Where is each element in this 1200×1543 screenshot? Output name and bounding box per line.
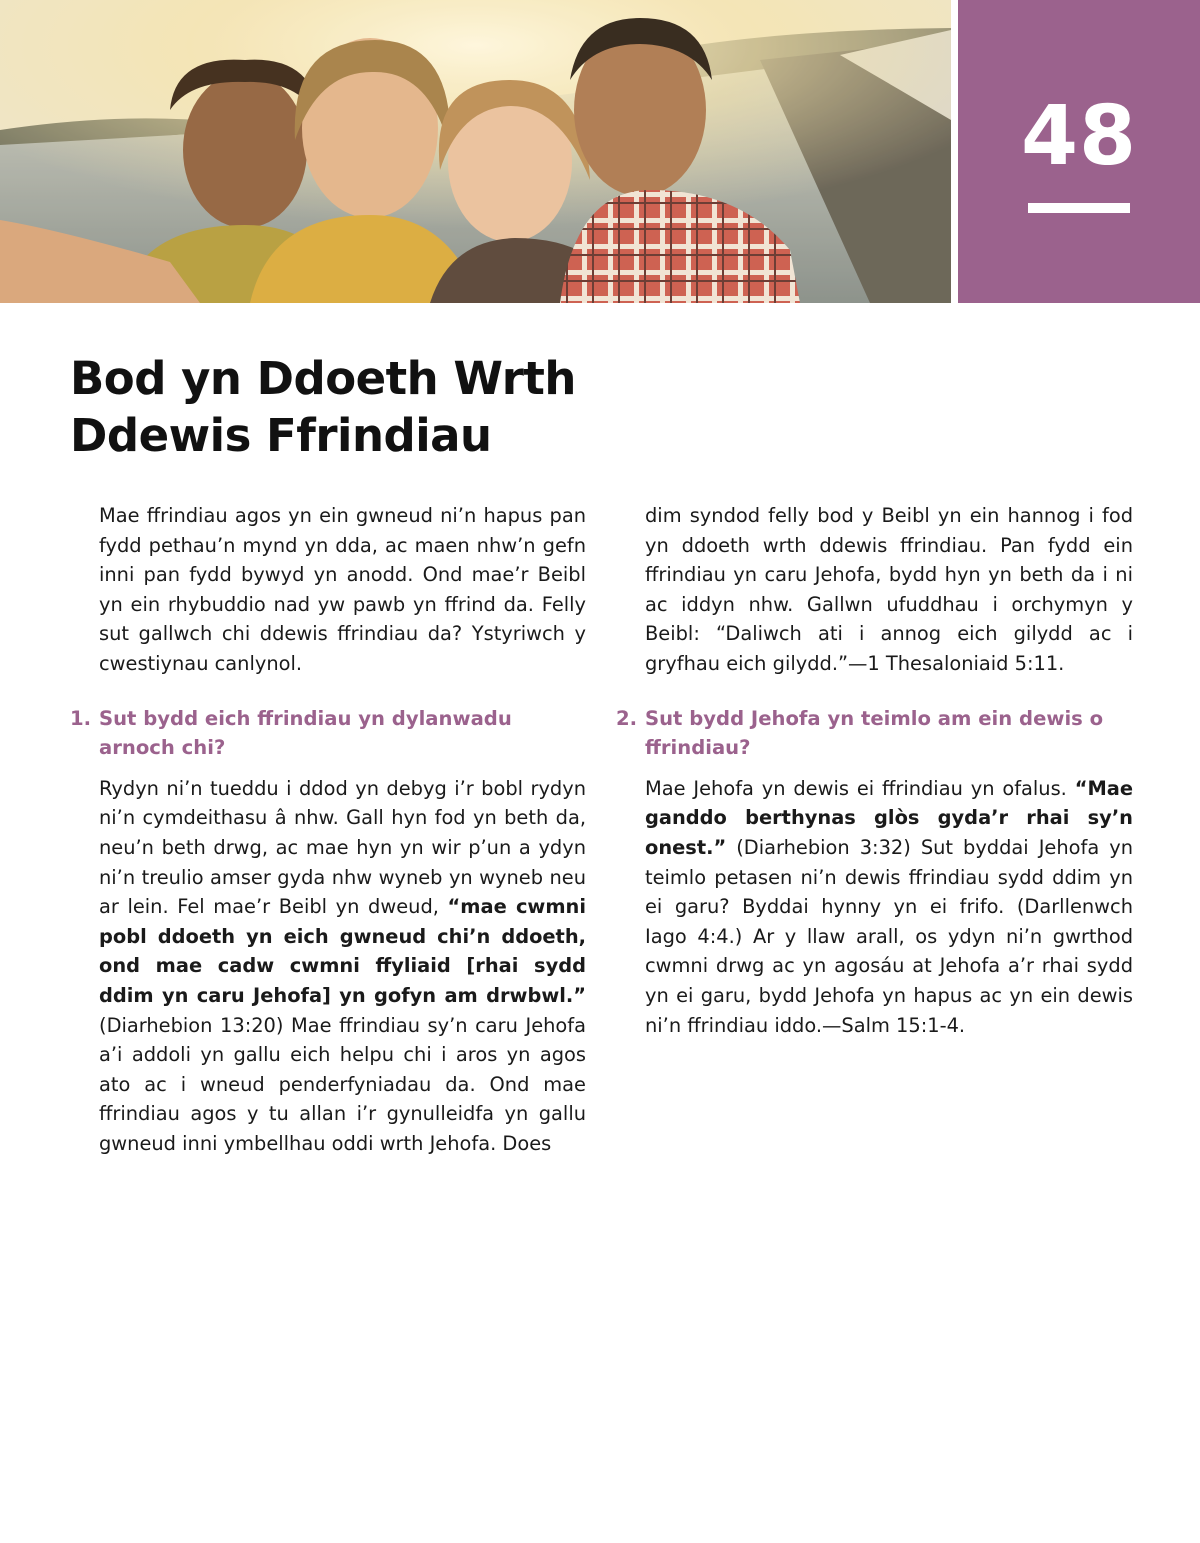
section-2-text-a: Mae Jehofa yn dewis ei ffrindiau yn ofalus. (645, 776, 1067, 800)
lesson-number-block (958, 0, 1200, 303)
lesson-number-underline (1028, 203, 1130, 213)
question-1-heading (70, 704, 586, 763)
group-selfie-photo-icon (0, 0, 951, 303)
question-2-number: 2. (616, 706, 638, 730)
page-title (70, 350, 770, 464)
column-left (70, 501, 587, 1158)
section-2-bible-quote: “Mae ganddo berthynas glòs gyda’r rhai sy’n onest.” (645, 776, 1133, 859)
section-1-paragraph (99, 774, 586, 1159)
page-title-line-2: Ddewis Ffrindiau (70, 409, 492, 462)
question-2-text: Sut bydd Jehofa yn teimlo am ein dewis o ffrindiau? (645, 706, 1104, 760)
column-right (616, 501, 1133, 1040)
section-2-text-b: (Diarhebion 3:32) Sut byddai Jehofa yn teimlo petasen ni’n dewis ffrindiau sydd ddim yn ei garu? Byddai hynny yn ei frifo. (Darllenwch Iago 4:4.) Ar y llaw arall, os ydyn ni’n gwrthod cwmni drwg ac yn agosáu at Jehofa a’r rhai sydd yn ei garu, bydd Jehofa yn hapus ac yn ein dewis ni’n ffrindiau iddo.—Salm 15:1-4. (645, 835, 1133, 1037)
question-1-number: 1. (70, 706, 92, 730)
hero-photo (0, 0, 951, 303)
question-2-heading (616, 704, 1133, 763)
lesson-number: 48 (1020, 89, 1138, 184)
intro-paragraph: Mae ffrindiau agos yn ein gwneud ni’n hapus pan fydd pethau’n mynd yn dda, ac maen nhw’n gefn inni pan fydd bywyd yn anodd. Ond mae’r Beibl yn ein rhybuddio nad yw pawb yn ffrind da. Felly sut gallwch chi ddewis ffrindiau da? Ystyriwch y cwestiynau canlynol. (99, 504, 586, 675)
page-title-line-1: Bod yn Ddoeth Wrth (70, 352, 576, 405)
section-1-bible-quote: “mae cwmni pobl ddoeth yn eich gwneud chi’n ddoeth, ond mae cadw cwmni ffyliaid [rhai sydd ddim yn caru Jehofa] yn gofyn am drwbwl.” (99, 895, 587, 1007)
question-1-text: Sut bydd eich ffrindiau yn dylanwadu arnoch chi? (99, 706, 512, 760)
section-2-paragraph (645, 774, 1133, 1040)
section-1-text-b: (Diarhebion 13:20) Mae ffrindiau sy’n caru Jehofa a’i addoli yn gallu eich helpu chi i aros yn agos ato ac i wneud penderfyniadau da. Ond mae ffrindiau agos y tu allan i’r gynulleidfa yn gallu gwneud inni ymbellhau oddi wrth Jehofa. Does (99, 1013, 586, 1155)
section-1-text-a: Rydyn ni’n tueddu i ddod yn debyg i’r bobl rydyn ni’n cymdeithasu â nhw. Gall hyn fod yn beth da, neu’n beth drwg, ac mae hyn yn wir p’un a ydyn ni’n treulio amser gyda nhw wyneb yn wyneb neu ar lein. Fel mae’r Beibl yn dweud, (99, 776, 586, 919)
section-1-paragraph-continued: dim syndod felly bod y Beibl yn ein hannog i fod yn ddoeth wrth ddewis ffrindiau. Pan fydd ein ffrindiau yn caru Jehofa, bydd hyn yn beth da i ni ac iddyn nhw. Gallwn ufuddhau i orchymyn y Beibl: “Daliwch ati i annog eich gilydd ac i gryfhau eich gilydd.”—1 Thesaloniaid 5:11. (645, 504, 1133, 675)
